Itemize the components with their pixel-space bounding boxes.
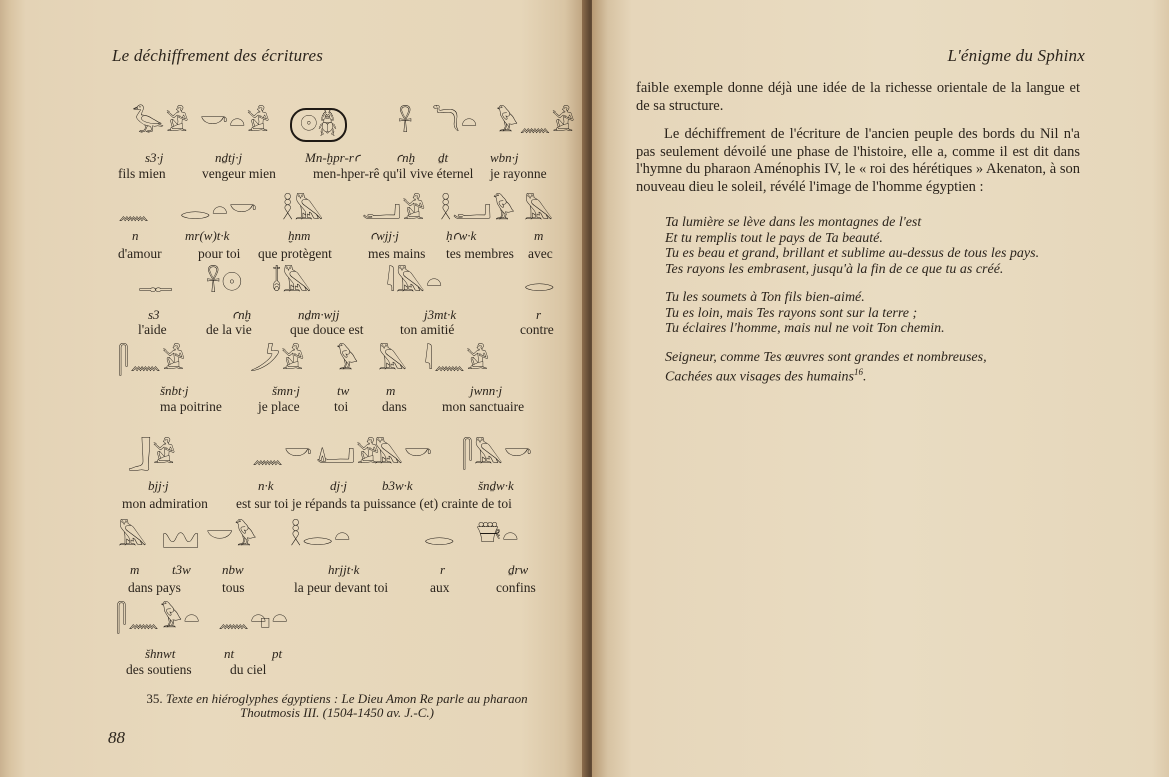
caption-line-2: Thoutmosis III. (1504-1450 av. J.-C.) [239, 705, 434, 720]
hieroglyph-group: 𓇋𓈖𓀀 [424, 346, 491, 376]
transliteration: s3 [148, 307, 160, 322]
hieroglyph-group: 𓃀𓀀 [128, 440, 177, 470]
translation: mes mains [368, 246, 426, 261]
translation: mon sanctuaire [442, 399, 525, 414]
transliteration: s3·j [145, 150, 164, 165]
transliteration: jwnn·j [470, 383, 503, 398]
translation: fils mien [118, 166, 166, 181]
transliteration: šhnwt [145, 646, 176, 661]
transliteration: šnbt·j [160, 383, 189, 398]
transliteration: bjj·j [148, 478, 169, 493]
hieroglyph-group: 𓇥𓏏 [476, 522, 520, 552]
translation: l'aide [138, 322, 167, 337]
transliteration: pt [272, 646, 283, 661]
translation: ton amitié [400, 322, 455, 337]
hymn-line: Ta lumière se lève dans les montagnes de l'est [665, 215, 922, 230]
hieroglyph-group: 𓎟𓅱 [206, 522, 258, 552]
translation: men-hper-rê qu'il [313, 166, 407, 181]
hymn-stanza-1 [665, 215, 1085, 277]
translation: je place [258, 399, 300, 414]
hymn-line: Tu éclaires l'homme, mais nul ne voit Ton chemin. [665, 321, 945, 336]
transliteration: r [536, 307, 542, 322]
transliteration: m [130, 562, 140, 577]
footnote-reference: 16 [853, 367, 863, 377]
transliteration: nḏm·wjj [298, 307, 340, 322]
hieroglyph-group: 𓋴𓅓𓎡 [462, 440, 533, 470]
transliteration: b3w·k [382, 478, 413, 493]
hieroglyph-group: 𓈖𓏏 [218, 604, 268, 634]
hymn-line: Tes rayons les embrasent, jusqu'à la fin de ce que tu as créé. [665, 261, 1004, 277]
translation: que protègent [258, 246, 332, 261]
paragraph-continued: faible exemple donne déjà une idée de la richesse orientale de la langue et de sa structure. [636, 80, 1080, 114]
hieroglyph-group: 𓎡𓏏𓀀 [200, 108, 271, 138]
hymn-line: Tu les soumets à Ton fils bien-aimé. [665, 290, 865, 305]
transliteration: n·k [258, 478, 274, 493]
transliteration: šmn·j [272, 383, 300, 398]
transliteration: t3w [172, 562, 191, 577]
translation: tes membres [446, 246, 514, 261]
hieroglyph-group: 𓊪𓏏 [260, 604, 289, 634]
transliteration: m [534, 228, 544, 243]
translation: mon admiration [122, 496, 208, 511]
hieroglyph-group: 𓂝𓀀 [362, 196, 427, 226]
translation: dans pays [128, 580, 181, 595]
transliteration: ḥꜥw·k [446, 228, 477, 243]
transliteration: ḏt [438, 150, 449, 165]
hieroglyph-group: 𓅱 [336, 346, 360, 376]
transliteration: r [440, 562, 446, 577]
translation: la peur devant toi [294, 580, 389, 595]
transliteration: ꜥnḫ [232, 307, 252, 322]
transliteration: hrjjt·k [328, 562, 360, 577]
hieroglyph-group: 𓎛𓂋𓏏 [290, 522, 352, 552]
hymn-line: Seigneur, comme Tes œuvres sont grandes et nombreuses, [665, 349, 987, 365]
transliteration: mr(w)t·k [185, 228, 230, 243]
translation: je rayonne [490, 166, 547, 181]
hieroglyph-group: 𓂋 [424, 522, 456, 552]
translation: aux [430, 580, 450, 595]
translation: est sur toi je répands ta puissance (et) crainte de toi [236, 496, 512, 511]
hieroglyph-group: 𓅓 [118, 522, 149, 552]
hieroglyph-group: 𓋹𓇳 [206, 268, 244, 298]
hieroglyph-group: 𓅓 [378, 346, 409, 376]
cartouche: 𓇳𓆣 [290, 108, 347, 142]
hymn-line-last: Cachées aux visages des humains$^{16}$. [665, 367, 867, 385]
transliteration: ḏrw [508, 562, 529, 577]
page-number: 88 [108, 728, 125, 747]
translation: ma poitrine [160, 399, 222, 414]
hieroglyph-group: 𓂋𓏏𓎡 [180, 196, 259, 226]
hymn-line: Tu es beau et grand, brillant et sublime au-dessus de tous les pays. [665, 246, 1040, 261]
hymn-quote [665, 215, 1085, 398]
transliteration: wbn·j [490, 150, 519, 165]
translation: de la vie [206, 322, 252, 337]
hieroglyph-group: 𓅭𓀀 [132, 108, 190, 138]
hieroglyph-group: 𓎛𓅓 [282, 196, 325, 226]
translation: dans [382, 399, 407, 414]
hieroglyph-group: 𓅱𓈖𓀀 [496, 108, 576, 138]
transliteration: tw [337, 383, 350, 398]
hymn-stanza-3 [665, 350, 1085, 386]
translation: que douce est [290, 322, 364, 337]
left-running-head: Le déchiffrement des écritures [112, 46, 324, 65]
translation: contre [520, 322, 554, 337]
hieroglyph-group: 𓈖𓎡 [252, 440, 314, 470]
transliteration: nt [224, 646, 235, 661]
figure-caption [112, 692, 562, 720]
translation: des soutiens [126, 662, 192, 677]
hieroglyph-group: 𓄤𓅓 [272, 268, 313, 298]
translation: du ciel [230, 662, 267, 677]
hymn-line: Cachées aux visages des humains [665, 369, 854, 385]
hieroglyph-group: 𓂞𓀀 [316, 440, 381, 470]
hieroglyph-group: 𓂋 [524, 268, 556, 298]
transliteration: n [132, 228, 139, 243]
transliteration: nḏtj·j [215, 150, 243, 165]
translation: pour toi [198, 246, 241, 261]
hieroglyph-group: 𓈖 [118, 196, 151, 226]
right-running-head: L'énigme du Sphinx [947, 46, 1085, 65]
hieroglyph-group: 𓋴𓈖𓅱𓏏 [116, 604, 201, 634]
translation: confins [496, 580, 536, 595]
hieroglyph-group: 𓅓 [524, 196, 555, 226]
transliteration: ꜥnḫ [396, 150, 416, 165]
hieroglyph-group: 𓆓𓏏 [432, 108, 479, 138]
transliteration: nbw [222, 562, 244, 577]
hymn-line: Et tu remplis tout le pays de Ta beauté. [665, 230, 883, 246]
translation: toi [334, 399, 349, 414]
hieroglyph-group: 𓇋𓅓𓏏 [386, 268, 444, 298]
translation: vengeur mien [202, 166, 276, 181]
transliteration: j3mt·k [424, 307, 457, 322]
hymn-stanza-2 [665, 290, 1085, 337]
transliteration: ḫnm [288, 228, 311, 243]
transliteration: šnḏw·k [478, 478, 514, 493]
hieroglyph-group: 𓈉 [162, 522, 201, 552]
transliteration: dj·j [330, 478, 347, 493]
translation: vive éternel [410, 166, 474, 181]
translation: d'amour [118, 246, 162, 261]
paragraph-decipherment: Le déchiffrement de l'écriture de l'ancien peuple des bords du Nil n'a pas seulement dévoilé une phase de l'histoire, elle a, comme il est dit dans l'hymne du pharaon Aménophis IV, le « roi des hérétiques » Akenaton, à son nouveau dieu le soleil, révélé l'image de l'homme égyptien : [636, 126, 1080, 195]
translation: tous [222, 580, 245, 595]
hieroglyph-group: 𓋹 [398, 108, 414, 138]
caption-number: 35. [146, 691, 163, 706]
transliteration: ꜥwjj·j [370, 228, 399, 243]
hieroglyph-group: 𓌳𓀀 [250, 346, 306, 376]
translation: avec [528, 246, 553, 261]
transliteration: m [386, 383, 396, 398]
caption-line-1: Texte en hiéroglyphes égyptiens : Le Dieu Amon Re parle au pharaon [165, 691, 528, 706]
transliteration: Mn-ḫpr-rꜥ [305, 150, 360, 165]
hieroglyph-group: 𓅓𓎡 [374, 440, 434, 470]
hieroglyph-group: 𓋴𓈖𓀀 [118, 346, 187, 376]
hymn-line: Tu es loin, mais Tes rayons sont sur la terre ; [665, 305, 918, 321]
hieroglyph-group: 𓎛𓂝𓅱 [440, 196, 516, 226]
hieroglyph-group: 𓊃 [138, 268, 175, 298]
